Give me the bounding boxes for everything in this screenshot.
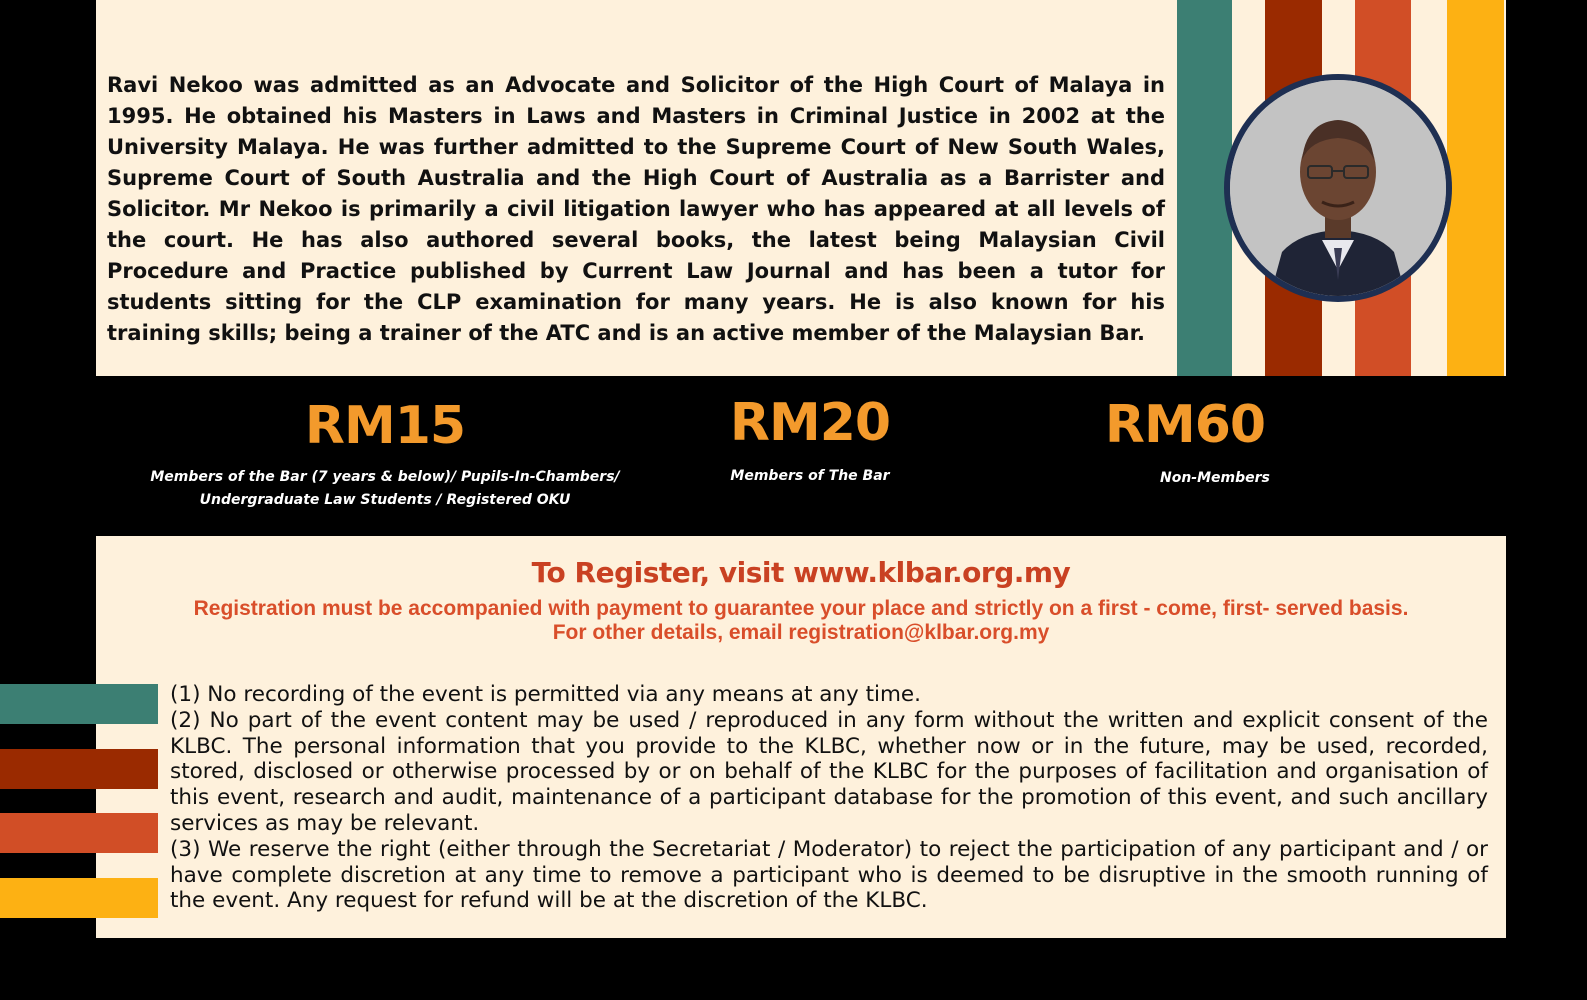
speaker-portrait-photo <box>1230 80 1446 296</box>
price-tier-junior <box>120 396 650 512</box>
speaker-portrait <box>1224 74 1452 302</box>
registration-note: Registration must be accompanied with payment to guarantee your place and strictly on a first - come, first- served basis. <box>193 597 1409 620</box>
price-description-line: Undergraduate Law Students / Registered OKU <box>199 492 571 508</box>
price-tier-non-members <box>1090 395 1360 490</box>
price-amount: RM20 <box>729 393 891 453</box>
price-description <box>120 466 650 512</box>
decorative-stripe-yellow <box>1447 0 1504 376</box>
terms-and-conditions <box>170 682 1488 914</box>
price-tier-members <box>690 393 930 488</box>
price-amount: RM15 <box>304 396 466 456</box>
decorative-bar-maroon <box>0 749 158 789</box>
registration-panel <box>96 536 1506 938</box>
speaker-bio-panel <box>96 0 1506 376</box>
decorative-bar-orange <box>0 813 158 853</box>
price-description: Members of The Bar <box>730 468 890 484</box>
registration-title: To Register, visit www.klbar.org.my <box>531 556 1071 589</box>
term-item: (2) No part of the event content may be used / reproduced in any form without the written and explicit consent of the KLBC. The personal information that you provide to the KLBC, whether now or in the future, may be used, recorded, stored, disclosed or otherwise processed by or on behalf of the KLBC for the purposes of facilitation and organisation of this event, research and audit, maintenance of a participant database for the promotion of this event, and such ancillary services as may be relevant. <box>170 707 1488 836</box>
price-description: Non-Members <box>1160 470 1270 486</box>
decorative-bar-yellow <box>0 878 158 918</box>
speaker-bio-text: Ravi Nekoo was admitted as an Advocate and Solicitor of the High Court of Malaya in 1995. He obtained his Masters in Laws and Masters in Criminal Justice in 2002 at the University Malaya. He was further admitted to the Supreme Court of New South Wales, Supreme Court of South Australia and the High Court of Australia as a Barrister and Solicitor. Mr Nekoo is primarily a civil litigation lawyer who has appeared at all levels of the court. He has also authored several books, the latest being Malaysian Civil Procedure and Practice published by Current Law Journal and has been a tutor for students sitting for the CLP examination for many years. He is also known for his training skills; being a trainer of the ATC and is an active member of the Malaysian Bar. <box>107 73 1165 345</box>
term-item: (3) We reserve the right (either through the Secretariat / Moderator) to reject the participation of any participant and / or have complete discretion at any time to remove a participant who is deemed to be disruptive in the smooth running of the event. Any request for refund will be at the discretion of the KLBC. <box>170 836 1488 914</box>
term-item: (1) No recording of the event is permitted via any means at any time. <box>170 682 921 707</box>
price-description-line: Members of the Bar (7 years & below)/ Pupils-In-Chambers/ <box>150 469 620 485</box>
price-amount: RM60 <box>1104 395 1266 455</box>
decorative-bar-teal <box>0 684 158 724</box>
registration-contact: For other details, email registration@klbar.org.my <box>552 621 1050 644</box>
